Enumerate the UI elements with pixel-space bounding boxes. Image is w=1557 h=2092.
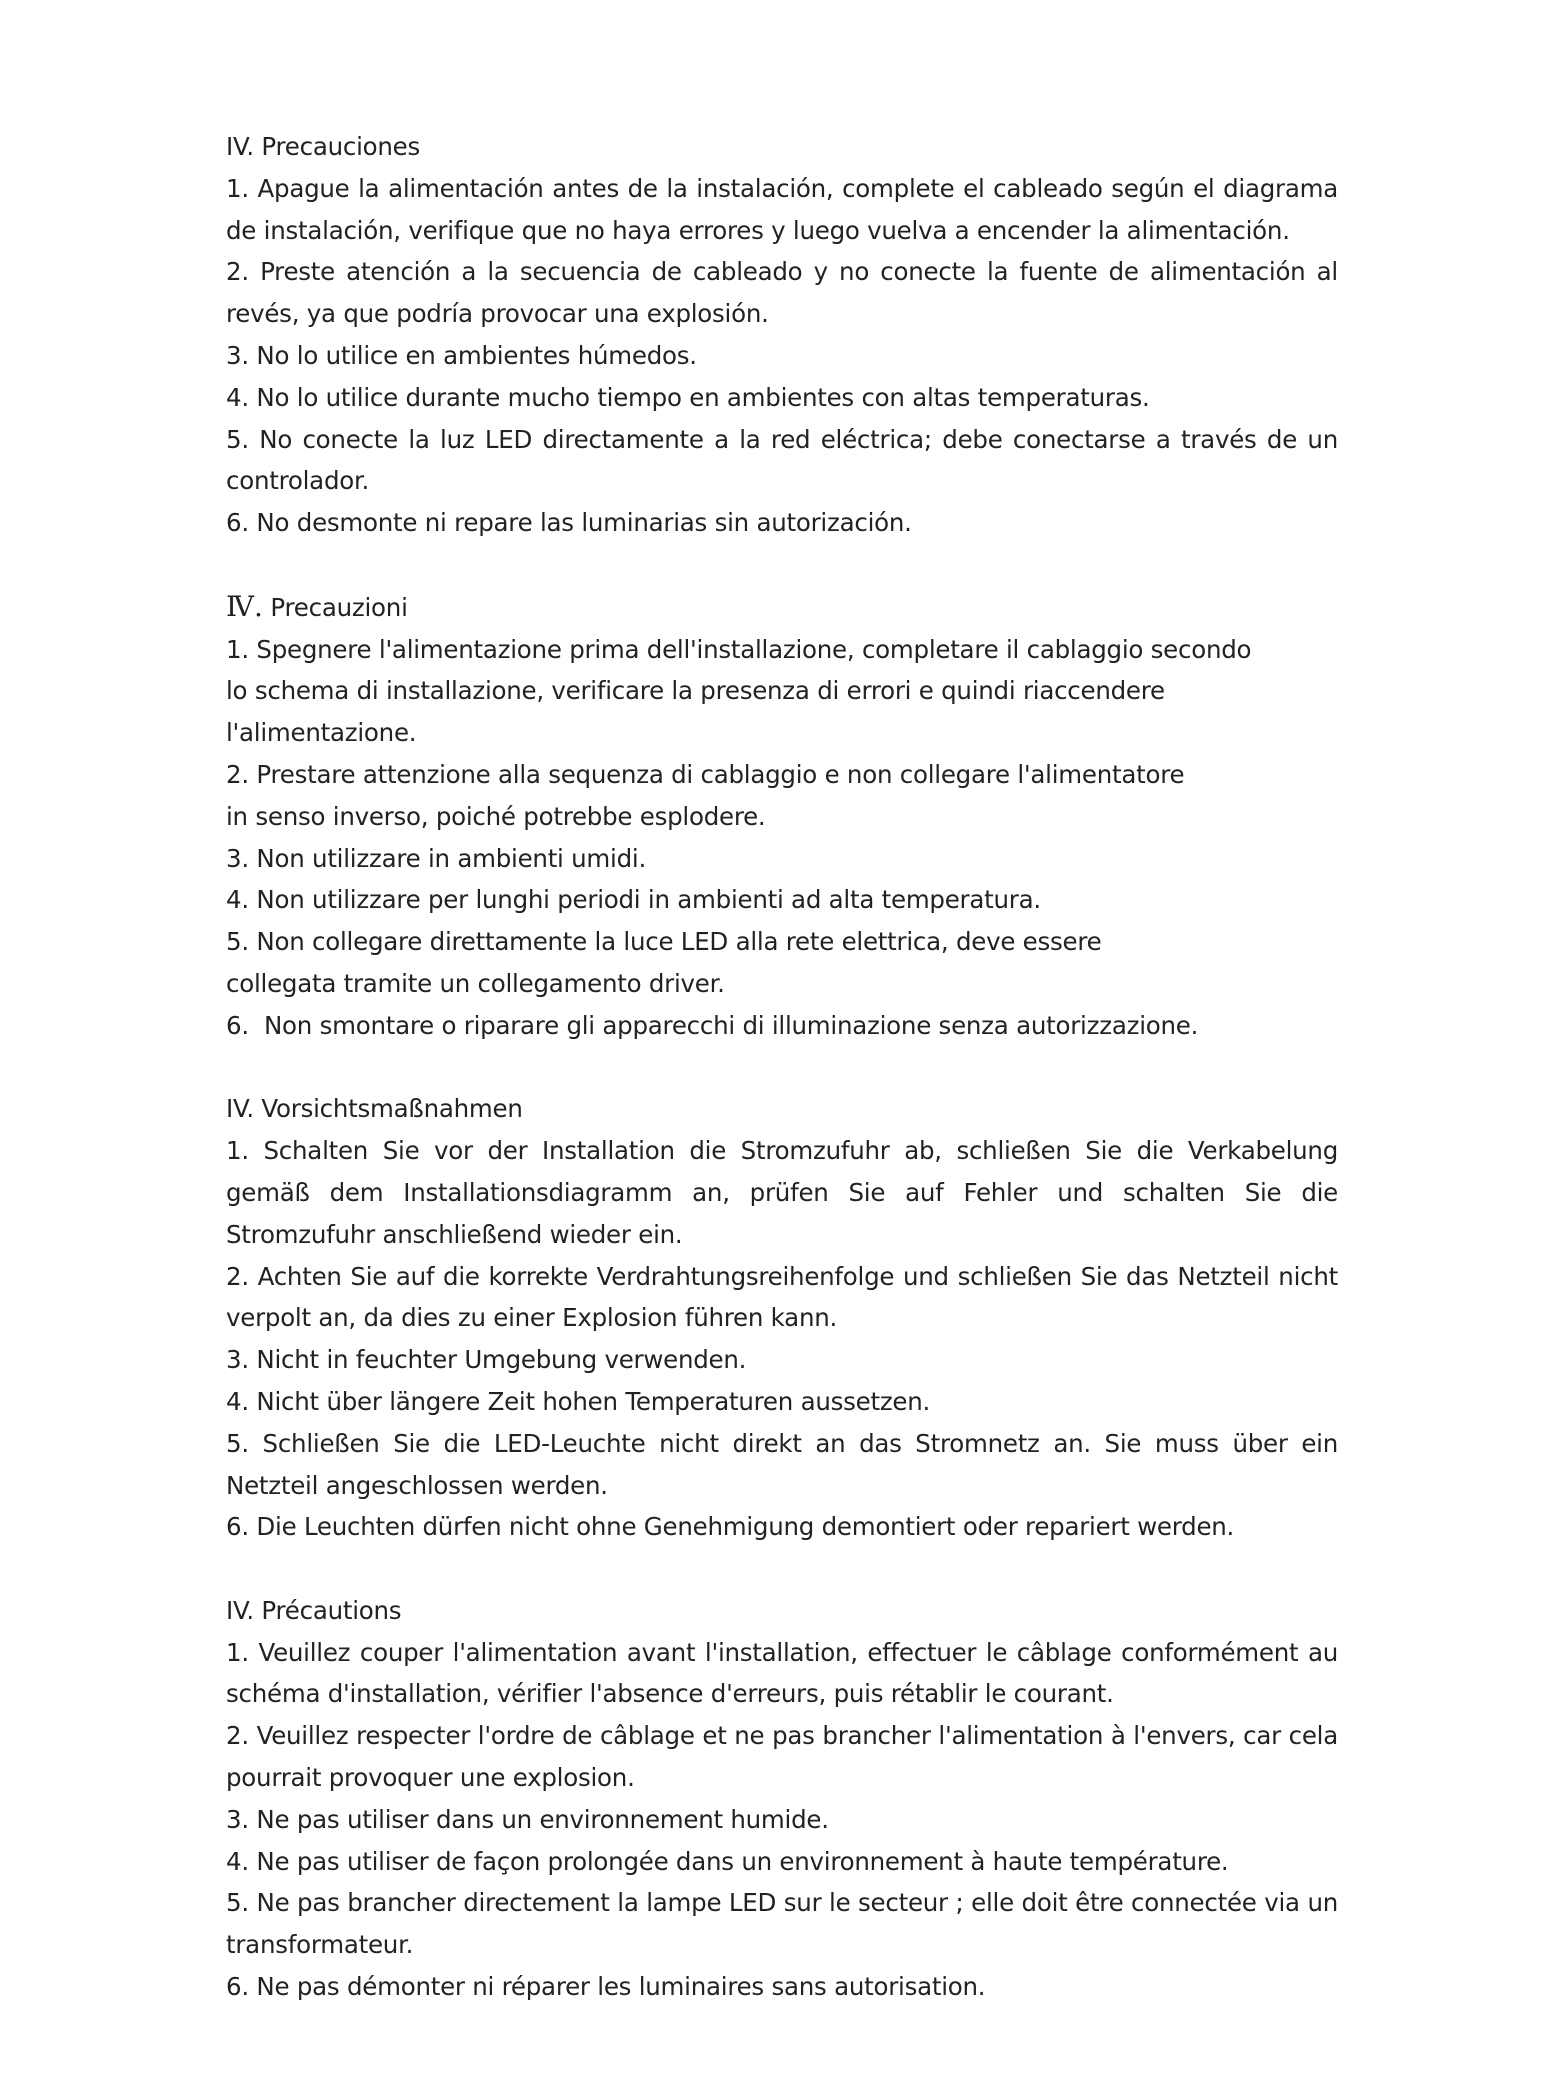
list-item: 3. No lo utilice en ambientes húmedos. [226,340,697,370]
document-page [226,126,1338,2008]
text-line: 1. Spegnere l'alimentazione prima dell'installazione, completare il cablaggio secondo [226,634,1252,664]
list-item: 6. Ne pas démonter ni réparer les luminaires sans autorisation. [226,1972,986,2002]
list-item: 5. Schließen Sie die LED-Leuchte nicht direkt an das Stromnetz an. Sie muss über ein Netzteil angeschlossen werden. [226,1428,1338,1500]
list-item: 1. Apague la alimentación antes de la instalación, complete el cableado según el diagrama de instalación, verifique que no haya errores y luego vuelva a encender la alimentación. [226,173,1338,245]
section-heading: IV. Précautions [226,1595,402,1625]
text-line: collegata tramite un collegamento driver. [226,968,725,998]
text-line: 2. Prestare attenzione alla sequenza di cablaggio e non collegare l'alimentatore [226,759,1185,789]
list-item: 5. No conecte la luz LED directamente a la red eléctrica; debe conectarse a través de un controlador. [226,424,1338,496]
list-item: 2. Preste atención a la secuencia de cableado y no conecte la fuente de alimentación al revés, ya que podría provocar una explosión. [226,257,1338,329]
list-item: 6. No desmonte ni repare las luminarias sin autorización. [226,508,912,538]
section-heading-text: Precauzioni [270,592,408,622]
list-item: 4. No lo utilice durante mucho tiempo en ambientes con altas temperaturas. [226,382,1150,412]
list-item: 2. Achten Sie auf die korrekte Verdrahtungsreihenfolge und schließen Sie das Netzteil nicht verpolt an, da dies zu einer Explosion führen kann. [226,1261,1338,1333]
text-line: 5. Non collegare direttamente la luce LED alla rete elettrica, deve essere [226,927,1102,957]
text-line: lo schema di installazione, verificare la presenza di errori e quindi riaccendere l'alimentazione. [226,676,1165,748]
section-german [226,1088,1338,1548]
section-french [226,1590,1338,2008]
section-italian [226,586,1338,1047]
list-item: 5. Ne pas brancher directement la lampe LED sur le secteur ; elle doit être connectée via un transformateur. [226,1888,1338,1960]
section-heading [226,586,1338,629]
text-line: 4. Non utilizzare per lunghi periodi in ambienti ad alta temperatura. [226,885,1041,915]
text-line: 3. Non utilizzare in ambienti umidi. [226,843,646,873]
section-spanish [226,126,1338,544]
list-item: 3. Ne pas utiliser dans un environnement humide. [226,1804,829,1834]
roman-numeral: Ⅳ. [226,589,263,623]
list-item: 1. Schalten Sie vor der Installation die Stromzufuhr ab, schließen Sie die Verkabelung gemäß dem Installationsdiagramm an, prüfen Sie auf Fehler und schalten Sie die Stromzufuhr anschließend wieder ein. [226,1136,1338,1249]
list-item: 4. Ne pas utiliser de façon prolongée dans un environnement à haute température. [226,1846,1229,1876]
list-item: 4. Nicht über längere Zeit hohen Temperaturen aussetzen. [226,1386,931,1416]
section-heading: IV. Vorsichtsmaßnahmen [226,1094,523,1124]
list-item: 6. Die Leuchten dürfen nicht ohne Genehmigung demontiert oder repariert werden. [226,1512,1235,1542]
text-line: in senso inverso, poiché potrebbe esplodere. [226,801,766,831]
list-item: 3. Nicht in feuchter Umgebung verwenden. [226,1345,747,1375]
section-heading: IV. Precauciones [226,132,420,161]
text-line: 6. Non smontare o riparare gli apparecchi di illuminazione senza autorizzazione. [226,1010,1199,1040]
list-item: 1. Veuillez couper l'alimentation avant l'installation, effectuer le câblage conformément au schéma d'installation, vérifier l'absence d'erreurs, puis rétablir le courant. [226,1637,1338,1709]
list-item: 2. Veuillez respecter l'ordre de câblage et ne pas brancher l'alimentation à l'envers, car cela pourrait provoquer une explosion. [226,1721,1338,1793]
